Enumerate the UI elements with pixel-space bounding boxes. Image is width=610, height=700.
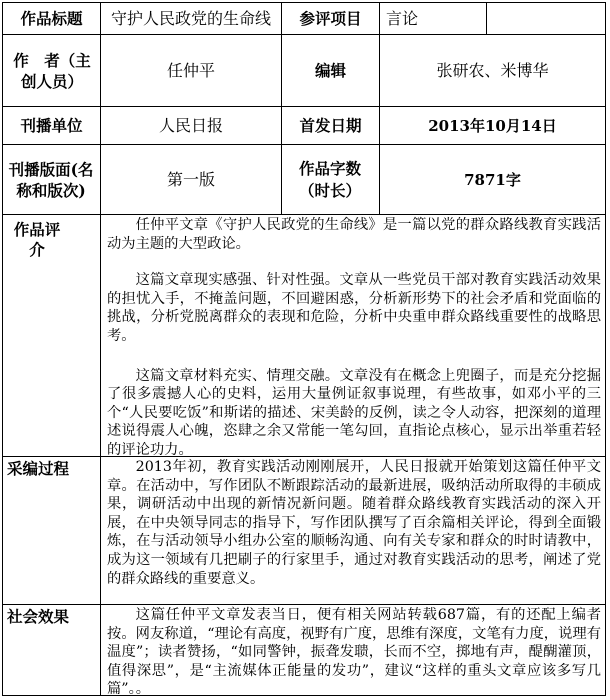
- title-value: 守护人民政党的生命线: [110, 8, 271, 28]
- effect-text: [107, 606, 601, 699]
- column-divider: [486, 3, 487, 35]
- editor-label: 编辑: [314, 60, 346, 80]
- author-value: 任仲平: [166, 60, 215, 80]
- title-label: 作品标题: [20, 8, 83, 28]
- process-label: 采编过程: [7, 459, 70, 478]
- effect-label: 社会效果: [7, 607, 70, 626]
- word-count-label: 作品字数（时长）: [298, 158, 361, 200]
- review-label: 作品评介: [13, 220, 61, 259]
- process-text: [107, 458, 601, 588]
- edition-label: 刊播版面(名称和版次): [8, 159, 94, 200]
- author-label: 作 者（主创人员）: [13, 50, 91, 91]
- publisher-value: 人民日报: [158, 115, 223, 135]
- publisher-label: 刊播单位: [20, 115, 83, 135]
- row-divider: [3, 214, 605, 215]
- category-value: 言论: [386, 8, 419, 28]
- row-divider: [3, 604, 605, 605]
- word-count-value: 7871字: [464, 170, 521, 189]
- category-label: 参评项目: [299, 8, 362, 28]
- publish-date-label: 首发日期: [299, 115, 362, 135]
- publish-date-value: 2013年10月14日: [428, 116, 557, 135]
- award-entry-form: [2, 2, 606, 696]
- review-paragraph: 这篇文章现实感强、针对性强。文章从一些党员干部对教育实践活动效果的担忧入手，不掩盖问题，不回避困惑，分析新形势下的社会矛盾和党面临的挑战，分析党脱离群众的表现和危险，分析中央重申群众路线重要性的战略思考。: [107, 272, 601, 344]
- edition-value: 第一版: [166, 169, 215, 189]
- process-paragraph: 2013年初，教育实践活动刚刚展开，人民日报就开始策划这篇任仲平文章。在活动中，写作团队不断跟踪活动的最新进展，吸纳活动所取得的丰硕成果，调研活动中出现的新情况新问题。随着群众路线教育实践活动的深入开展，在中央领导同志的指导下，写作团队撰写了百余篇相关评论，得到全面锻炼，在与活动领导小组办公室的顺畅沟通、向有关专家和群众的时时请教中，成为这一领域有几把刷子的行家里手，通过对教育实践活动的思考，阐述了党的群众路线的重要意义。: [107, 459, 601, 587]
- review-paragraph: 这篇文章材料充实、情理交融。文章没有在概念上兜圈子，而是充分挖掘了很多震撼人心的史料，运用大量例证叙事说理，有些故事，如邓小平的三个“人民要吃饭”和斯诺的描述、宋美龄的反例，读之令人动容，把深刻的道理述说得震人心魄，恣肆之余又常能一笔勾回，直指论点核心，显示出举重若轻的评论功力。: [107, 367, 601, 458]
- effect-paragraph: 这篇任仲平文章发表当日，便有相关网站转载687篇，有的还配上编者按。网友称道，“理论有高度，视野有广度，思维有深度，文笔有力度，说理有温度”；读者赞扬，“如同警钟，振聋发聩，长而不空，掷地有声，醍醐灌顶，值得深思”，是“主流媒体正能量的发功”，建议“这样的重头文章应该多写几篇”。。: [107, 607, 601, 698]
- review-paragraph: 任仲平文章《守护人民政党的生命线》是一篇以党的群众路线教育实践活动为主题的大型政论。: [107, 217, 601, 252]
- review-text: [107, 216, 601, 460]
- editor-value: 张研农、米博华: [436, 60, 549, 80]
